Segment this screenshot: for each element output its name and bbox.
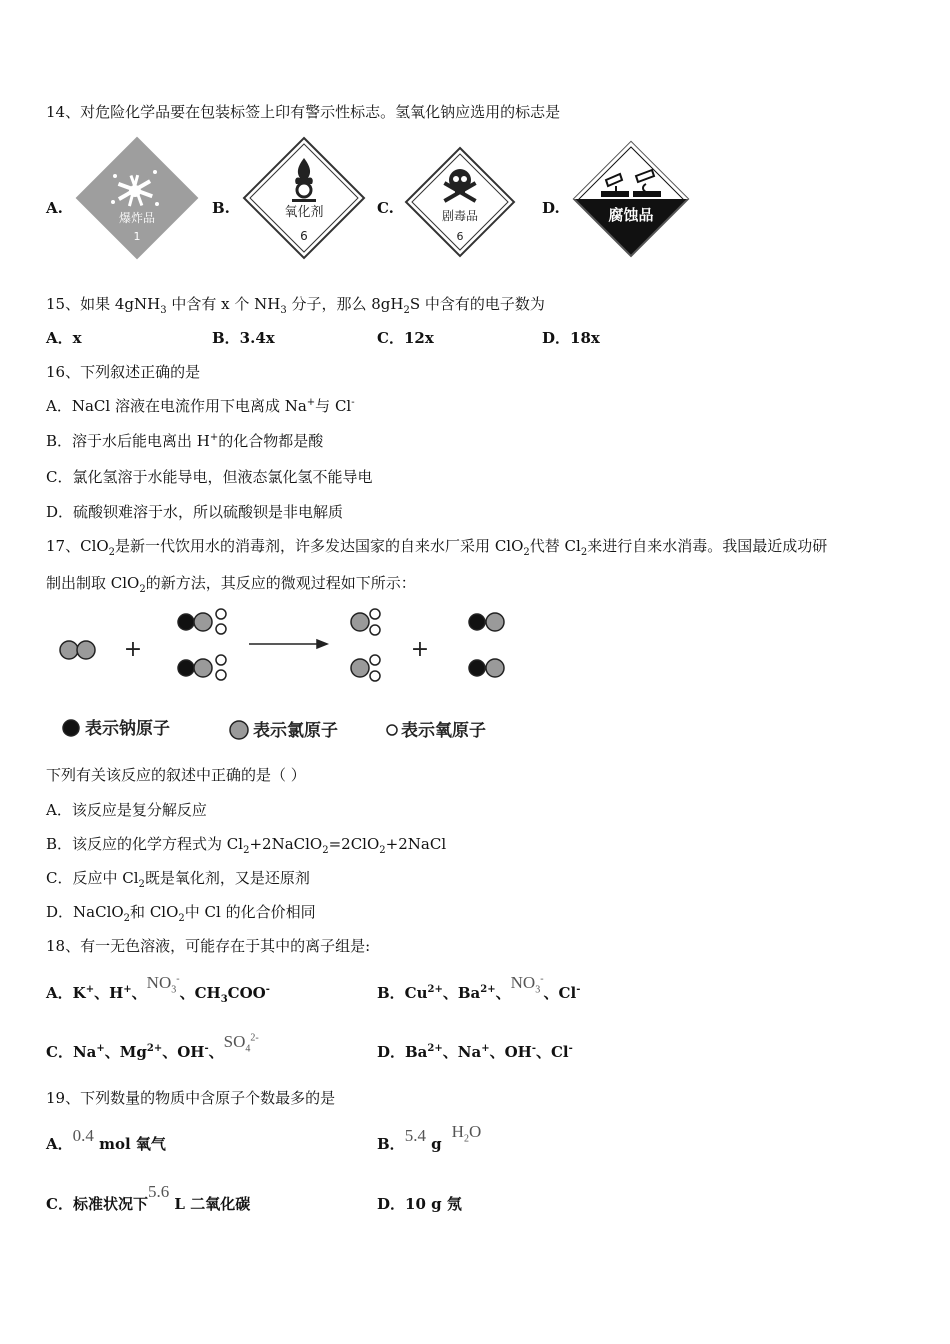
- legend-na-label: 表示钠原子: [85, 719, 170, 739]
- cl-atom: [60, 641, 78, 659]
- na-atom: [469, 660, 485, 676]
- cl-atom: [194, 613, 212, 631]
- corrosive-label: 腐蚀品: [608, 206, 654, 224]
- plus-sign: +: [123, 637, 143, 662]
- q18-option-b[interactable]: B．$Cu^{2+}$、$Ba^{2+}$、$NO_3^-$、Cl-: [377, 973, 581, 1002]
- cl-atom: [194, 659, 212, 677]
- q16-option-d[interactable]: D．硫酸钡难溶于水，所以硫酸钡是非电解质: [46, 503, 344, 521]
- legend-cl-swatch: [230, 721, 248, 739]
- explosive-hazard-sign: [75, 136, 199, 260]
- q16-option-a[interactable]: A．NaCl 溶液在电流作用下电离成 Na+与 Cl-: [46, 397, 355, 415]
- q16-option-c[interactable]: C．氯化氢溶于水能导电，但液态氯化氢不能导电: [46, 468, 373, 486]
- explosive-class: 1: [133, 230, 141, 243]
- toxic-class: 6: [456, 230, 464, 243]
- cl-atom: [351, 659, 369, 677]
- water-formula: $H_2O$: [451, 1122, 482, 1145]
- plus-sign: +: [410, 637, 430, 662]
- o-atom: [370, 609, 380, 619]
- q14-option-c-letter[interactable]: C.: [377, 199, 394, 217]
- legend-o-label: 表示氧原子: [401, 721, 486, 741]
- q16-option-b[interactable]: B．溶于水后能电离出 H+的化合物都是酸: [46, 432, 324, 450]
- o-atom: [370, 671, 380, 681]
- q15-option-c[interactable]: C．12x: [377, 329, 434, 347]
- legend-o-swatch: [387, 725, 397, 735]
- q14-option-d-letter[interactable]: D.: [542, 199, 560, 217]
- cl-atom: [486, 659, 504, 677]
- q17-question: 下列有关该反应的叙述中正确的是（ ）: [46, 766, 306, 784]
- nitrate-formula: $NO_3^-$: [510, 973, 544, 996]
- legend-cl-label: 表示氯原子: [253, 721, 338, 741]
- q18-option-a[interactable]: A．K+、H+、$NO_3^-$、$CH_3COO^-$: [46, 973, 270, 1005]
- q19-option-c[interactable]: C．标准状况下5.6 L 二氧化碳: [46, 1182, 251, 1213]
- o-atom: [370, 655, 380, 665]
- q15-stem: 15、如果 4gNH$_3$ 中含有 x 个 $NH_3$ 分子，那么 $8gH_2S$ 中含有的电子数为: [46, 295, 545, 316]
- reaction-diagram: [55, 600, 525, 750]
- oxidizer-class: 6: [300, 229, 308, 243]
- cl-atom: [351, 613, 369, 631]
- legend-na-swatch: [63, 720, 79, 736]
- na-atom: [178, 660, 194, 676]
- corrosive-hazard-sign: [572, 140, 690, 258]
- q17-stem-line1: 17、ClO$_2$是新一代饮用水的消毒剂，许多发达国家的自来水厂采用 ClO$_2$代替 $Cl_2$来进行自来水消毒。我国最近成功研: [46, 537, 828, 558]
- q17-option-a[interactable]: A．该反应是复分解反应: [46, 801, 207, 819]
- q17-stem-line2: 制出制取 ClO$_2$的新方法，其反应的微观过程如下所示：: [46, 574, 416, 595]
- o-atom: [216, 655, 226, 665]
- q16-stem: 16、下列叙述正确的是: [46, 363, 201, 381]
- q18-stem: 18、有一无色溶液，可能存在于其中的离子组是:: [46, 937, 371, 955]
- toxic-hazard-sign: [404, 146, 516, 258]
- explosive-label: 爆炸品: [118, 211, 156, 225]
- q15-option-d[interactable]: D．18x: [542, 329, 600, 347]
- q19-option-d[interactable]: D．10 g 氖: [377, 1195, 462, 1213]
- o-atom: [216, 609, 226, 619]
- q17-option-d[interactable]: D．NaClO$_2$和 ClO$_2$中 Cl 的化合价相同: [46, 903, 316, 924]
- q18-option-c[interactable]: C．Na+、$Mg^{2+}$、OH-、$SO_4^{2-}$: [46, 1032, 259, 1061]
- sulfate-formula: $SO_4^{2-}$: [223, 1032, 259, 1055]
- o-atom: [216, 624, 226, 634]
- na-atom: [469, 614, 485, 630]
- q15-option-b[interactable]: B．3.4x: [212, 329, 275, 347]
- o-atom: [216, 670, 226, 680]
- q15-option-a[interactable]: A．x: [46, 329, 82, 347]
- q14-option-a-letter[interactable]: A.: [46, 199, 63, 217]
- q19-option-a[interactable]: A．0.4 mol 氧气: [46, 1126, 166, 1153]
- q17-option-c[interactable]: C．反应中 $Cl_2$既是氧化剂，又是还原剂: [46, 869, 310, 890]
- q19-stem: 19、下列数量的物质中含原子个数最多的是: [46, 1089, 336, 1107]
- oxidizer-label: 氧化剂: [284, 205, 324, 220]
- toxic-label: 剧毒品: [441, 209, 479, 223]
- q17-option-b[interactable]: B．该反应的化学方程式为 $Cl_2+2NaClO_2=2ClO_2+2NaCl$: [46, 835, 447, 856]
- cl-atom: [77, 641, 95, 659]
- cl-atom: [486, 613, 504, 631]
- o-atom: [370, 625, 380, 635]
- q14-option-b-letter[interactable]: B.: [212, 199, 230, 217]
- oxidizer-hazard-sign: [242, 136, 366, 260]
- q18-option-d[interactable]: D．$Ba^{2+}$、Na+、OH-、Cl-: [377, 1043, 573, 1061]
- nitrate-formula: $NO_3^-$: [146, 973, 180, 996]
- q14-stem: 14、对危险化学品要在包装标签上印有警示性标志。氢氧化钠应选用的标志是: [46, 103, 561, 121]
- na-atom: [178, 614, 194, 630]
- q19-option-b[interactable]: B．5.4 $gH_2O$: [377, 1122, 482, 1153]
